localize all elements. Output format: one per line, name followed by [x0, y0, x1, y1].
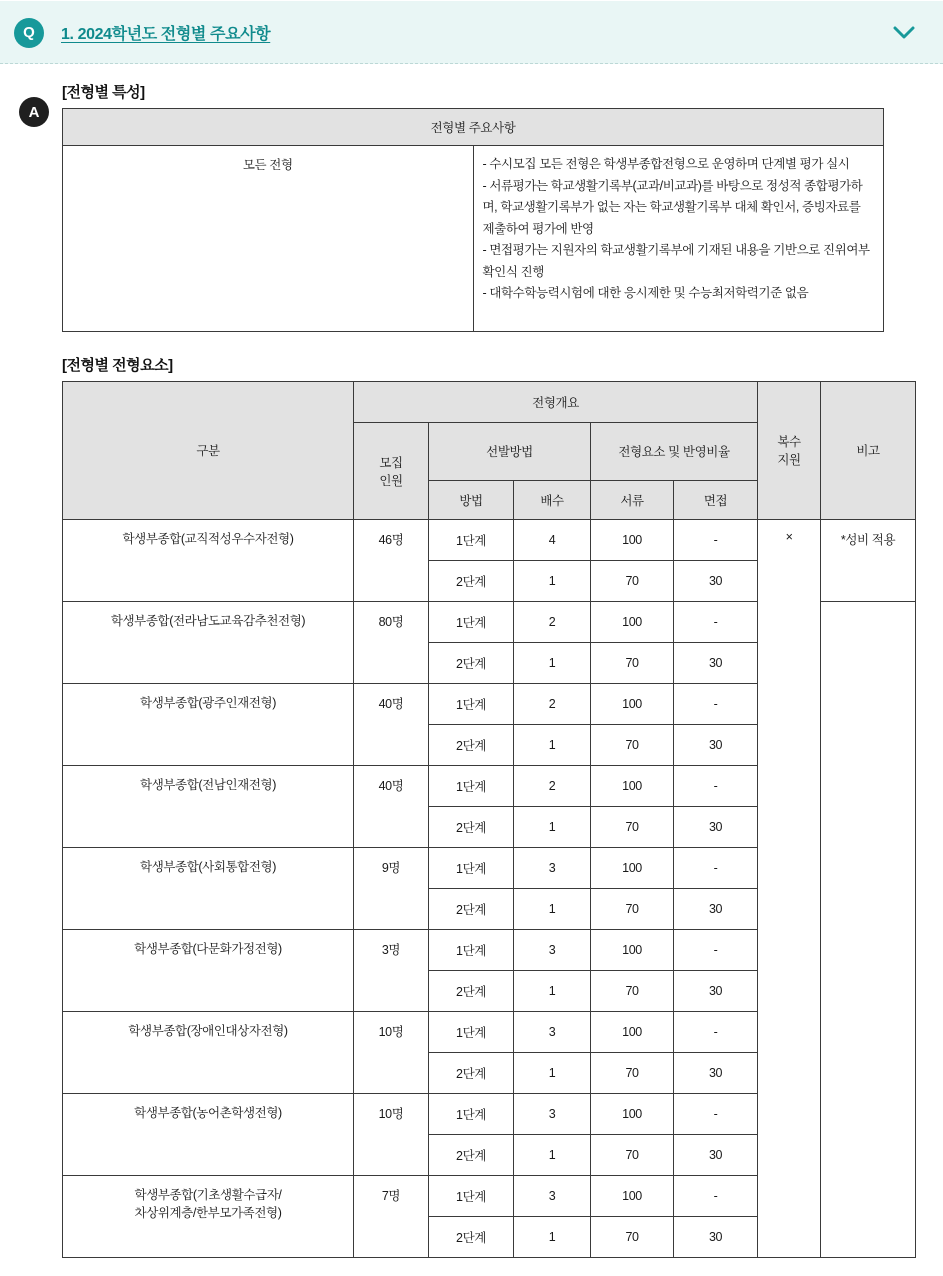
admission-type-line1: 학생부종합(전남인재전형)	[140, 777, 276, 792]
cell-myeonjeop: 30	[674, 970, 758, 1011]
cell-bangbeop: 1단계	[429, 683, 514, 724]
cell-baesu: 2	[514, 765, 591, 806]
col-header-interview: 면접	[674, 480, 758, 519]
cell-baesu: 1	[514, 888, 591, 929]
characteristics-bullet: - 수시모집 모든 전형은 학생부종합전형으로 운영하며 단계별 평가 실시	[482, 157, 850, 171]
col-header-method: 방법	[429, 480, 514, 519]
cell-admission-type	[63, 601, 354, 683]
cell-myeonjeop: 30	[674, 806, 758, 847]
characteristics-table-caption: 전형별 주요사항	[63, 109, 884, 146]
admission-type-line1: 학생부종합(장애인대상자전형)	[128, 1023, 288, 1038]
cell-bangbeop: 2단계	[429, 642, 514, 683]
col-header-documents: 서류	[591, 480, 674, 519]
table-header-row	[63, 381, 916, 422]
col-header-overview: 전형개요	[354, 381, 758, 422]
cell-baesu: 1	[514, 560, 591, 601]
faq-question-title[interactable]: 1. 2024학년도 전형별 주요사항	[61, 26, 271, 43]
col-header-quota-line2: 인원	[379, 473, 403, 488]
cell-quota: 40명	[354, 765, 429, 847]
cell-seoryu: 100	[591, 519, 674, 560]
col-header-gubun: 구분	[63, 381, 354, 519]
answer-badge: A	[19, 97, 49, 127]
cell-multiple-apply: ×	[758, 519, 821, 1257]
question-badge: Q	[14, 18, 44, 48]
admission-elements-table	[62, 381, 916, 1258]
cell-seoryu: 100	[591, 765, 674, 806]
cell-seoryu: 70	[591, 1052, 674, 1093]
col-header-multiple-apply	[758, 381, 821, 519]
cell-quota: 40명	[354, 683, 429, 765]
col-header-multiple-apply-line1: 복수	[777, 435, 801, 449]
characteristics-bullet: - 대학수학능력시험에 대한 응시제한 및 수능최저학력기준 없음	[482, 286, 809, 300]
cell-bangbeop: 1단계	[429, 519, 514, 560]
col-header-elements-ratio: 전형요소 및 반영비율	[591, 422, 758, 480]
chevron-down-icon[interactable]	[891, 20, 917, 46]
answer-badge-wrapper	[19, 97, 49, 127]
cell-baesu: 1	[514, 1216, 591, 1257]
cell-seoryu: 70	[591, 888, 674, 929]
cell-baesu: 3	[514, 1093, 591, 1134]
cell-bangbeop: 1단계	[429, 847, 514, 888]
section-heading-elements: [전형별 전형요소]	[62, 356, 173, 374]
cell-bangbeop: 2단계	[429, 1216, 514, 1257]
col-header-multiple-apply-line2: 지원	[777, 453, 801, 467]
cell-myeonjeop: 30	[674, 560, 758, 601]
cell-quota: 9명	[354, 847, 429, 929]
cell-quota: 3명	[354, 929, 429, 1011]
cell-bangbeop: 2단계	[429, 806, 514, 847]
cell-baesu: 1	[514, 1052, 591, 1093]
admission-type-line1: 학생부종합(기초생활수급자/	[134, 1187, 282, 1202]
cell-seoryu: 70	[591, 724, 674, 765]
cell-seoryu: 70	[591, 806, 674, 847]
faq-answer-body	[0, 64, 943, 1276]
cell-bangbeop: 2단계	[429, 1052, 514, 1093]
cell-seoryu: 100	[591, 847, 674, 888]
col-header-selection-method: 선발방법	[429, 422, 591, 480]
cell-myeonjeop: -	[674, 929, 758, 970]
cell-myeonjeop: -	[674, 601, 758, 642]
cell-seoryu: 100	[591, 929, 674, 970]
cell-myeonjeop: -	[674, 683, 758, 724]
cell-bangbeop: 1단계	[429, 929, 514, 970]
cell-seoryu: 100	[591, 1175, 674, 1216]
cell-baesu: 2	[514, 601, 591, 642]
cell-myeonjeop: 30	[674, 888, 758, 929]
cell-bangbeop: 1단계	[429, 1093, 514, 1134]
cell-myeonjeop: -	[674, 1175, 758, 1216]
cell-bangbeop: 1단계	[429, 1175, 514, 1216]
cell-bangbeop: 2단계	[429, 1134, 514, 1175]
faq-question-header[interactable]	[0, 0, 943, 64]
admission-type-line1: 학생부종합(교직적성우수자전형)	[122, 531, 294, 546]
col-header-quota-line1: 모집	[379, 455, 403, 470]
elements-table-head	[63, 381, 916, 519]
cell-myeonjeop: 30	[674, 724, 758, 765]
cell-bangbeop: 2단계	[429, 560, 514, 601]
cell-seoryu: 100	[591, 1093, 674, 1134]
characteristics-bullet: - 면접평가는 지원자의 학교생활기록부에 기재된 내용을 기반으로 진위여부 확인식 진행	[482, 243, 870, 279]
cell-myeonjeop: -	[674, 1011, 758, 1052]
cell-seoryu: 70	[591, 642, 674, 683]
section-heading-characteristics: [전형별 특성]	[62, 84, 145, 101]
cell-baesu: 1	[514, 724, 591, 765]
cell-admission-type	[63, 519, 354, 601]
cell-quota: 10명	[354, 1011, 429, 1093]
cell-admission-type	[63, 683, 354, 765]
cell-baesu: 3	[514, 1175, 591, 1216]
cell-baesu: 3	[514, 1011, 591, 1052]
cell-myeonjeop: -	[674, 519, 758, 560]
admission-type-line1: 학생부종합(광주인재전형)	[140, 695, 276, 710]
cell-seoryu: 100	[591, 601, 674, 642]
table-row	[63, 519, 916, 560]
admission-type-line1: 학생부종합(전라남도교육감추천전형)	[110, 613, 306, 628]
cell-bangbeop: 1단계	[429, 601, 514, 642]
col-header-quota	[354, 422, 429, 519]
cell-baesu: 4	[514, 519, 591, 560]
cell-admission-type	[63, 847, 354, 929]
answer-content	[0, 64, 943, 1258]
characteristics-bullet: - 서류평가는 학교생활기록부(교과/비교과)를 바탕으로 정성적 종합평가하며, 학교생활기록부가 없는 자는 학교생활기록부 대체 확인서, 증빙자료를 제출하여 평가에 반영	[482, 178, 863, 236]
cell-seoryu: 70	[591, 970, 674, 1011]
cell-admission-type	[63, 1175, 354, 1257]
cell-seoryu: 100	[591, 1011, 674, 1052]
cell-seoryu: 70	[591, 1134, 674, 1175]
col-header-remarks	[821, 381, 916, 519]
characteristics-row-label: 모든 전형	[63, 146, 474, 332]
cell-remarks: *성비 적용	[821, 519, 916, 601]
cell-admission-type	[63, 765, 354, 847]
admission-type-line1: 학생부종합(사회통합전형)	[140, 859, 276, 874]
cell-myeonjeop: -	[674, 1093, 758, 1134]
cell-bangbeop: 2단계	[429, 888, 514, 929]
cell-bangbeop: 2단계	[429, 724, 514, 765]
cell-bangbeop: 1단계	[429, 765, 514, 806]
cell-bangbeop: 1단계	[429, 1011, 514, 1052]
cell-baesu: 1	[514, 642, 591, 683]
col-header-multiplier: 배수	[514, 480, 591, 519]
cell-seoryu: 100	[591, 683, 674, 724]
cell-quota: 46명	[354, 519, 429, 601]
cell-admission-type	[63, 1093, 354, 1175]
cell-admission-type	[63, 1011, 354, 1093]
cell-baesu: 3	[514, 929, 591, 970]
admission-type-line2: 차상위계층/한부모가족전형)	[134, 1206, 282, 1221]
cell-myeonjeop: 30	[674, 642, 758, 683]
cell-baesu: 2	[514, 683, 591, 724]
characteristics-row-content	[473, 146, 884, 332]
cell-remarks	[821, 601, 916, 1257]
cell-seoryu: 70	[591, 1216, 674, 1257]
cell-myeonjeop: 30	[674, 1134, 758, 1175]
cell-myeonjeop: 30	[674, 1052, 758, 1093]
cell-seoryu: 70	[591, 560, 674, 601]
cell-myeonjeop: -	[674, 847, 758, 888]
cell-quota: 10명	[354, 1093, 429, 1175]
table-row	[63, 146, 884, 332]
cell-baesu: 1	[514, 970, 591, 1011]
cell-baesu: 1	[514, 1134, 591, 1175]
table-header-row	[63, 109, 884, 146]
elements-table-body	[63, 519, 916, 1257]
cell-bangbeop: 2단계	[429, 970, 514, 1011]
cell-admission-type	[63, 929, 354, 1011]
cell-quota: 7명	[354, 1175, 429, 1257]
admission-type-line1: 학생부종합(농어촌학생전형)	[134, 1105, 282, 1120]
admission-characteristics-table	[62, 108, 884, 332]
col-header-remarks-text: 비고	[856, 444, 880, 458]
cell-quota: 80명	[354, 601, 429, 683]
cell-myeonjeop: 30	[674, 1216, 758, 1257]
cell-baesu: 3	[514, 847, 591, 888]
cell-baesu: 1	[514, 806, 591, 847]
cell-myeonjeop: -	[674, 765, 758, 806]
admission-type-line1: 학생부종합(다문화가정전형)	[134, 941, 282, 956]
